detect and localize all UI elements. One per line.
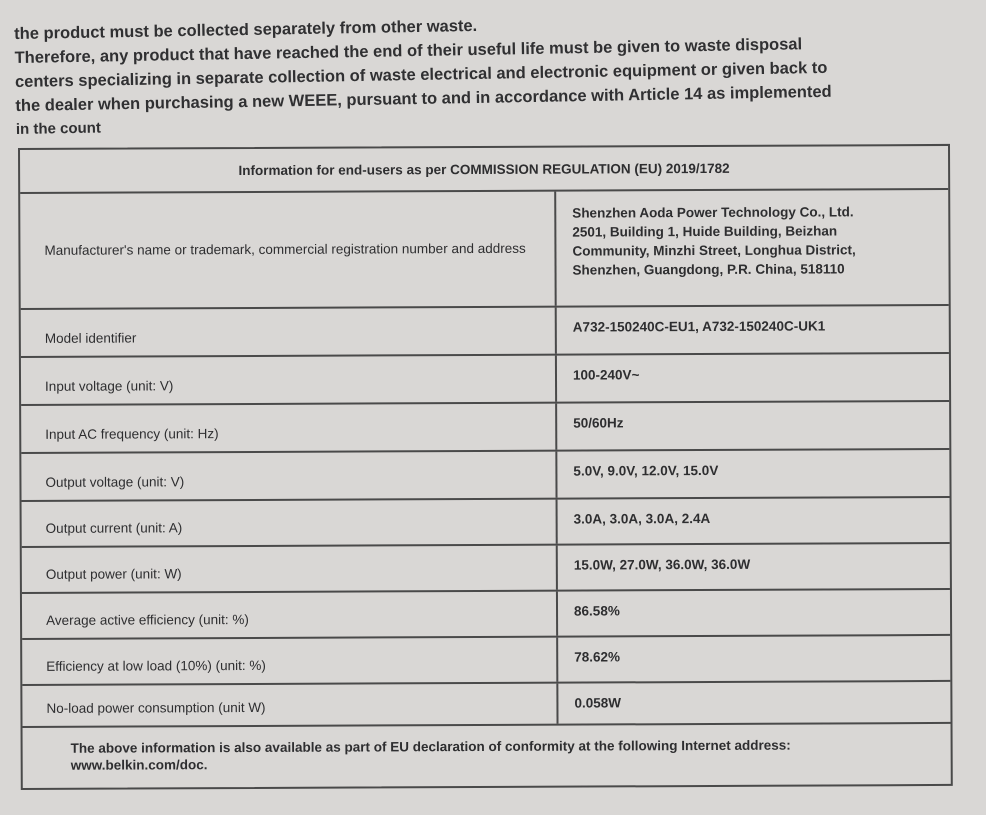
table-row	[22, 544, 950, 594]
address-line: Community, Minzhi Street, Longhua District,	[572, 242, 856, 259]
intro-line: Therefore, any product that have reached the end of their useful life must be given to waste disposal	[14, 35, 803, 67]
row-label: Manufacturer's name or trademark, commercial registration number and address	[20, 192, 556, 308]
intro-line: the dealer when purchasing a new WEEE, pursuant to and in accordance with Article 14 as implemented	[15, 82, 832, 115]
address-line: Shenzhen Aoda Power Technology Co., Ltd.	[572, 204, 854, 221]
row-value: 100-240V~	[572, 367, 640, 383]
intro-line: in the count	[15, 119, 102, 138]
table-row	[21, 402, 949, 454]
row-label: Input AC frequency (unit: Hz)	[21, 404, 557, 452]
row-label: Output power (unit: W)	[22, 546, 558, 592]
row-value: 15.0W, 27.0W, 36.0W, 36.0W	[573, 556, 751, 573]
eu-info-table	[18, 144, 953, 790]
row-value: A732-150240C-EU1, A732-150240C-UK1	[572, 318, 826, 335]
intro-paragraph	[14, 6, 946, 142]
table-row	[21, 450, 949, 502]
table-row	[22, 590, 950, 640]
table-row	[21, 354, 949, 406]
address-line: 2501, Building 1, Huide Building, Beizhan	[572, 223, 838, 240]
intro-line: centers specializing in separate collection of waste electrical and electronic equipment or given back to	[14, 58, 828, 91]
table-row	[22, 636, 950, 686]
table-row-manufacturer	[20, 190, 948, 310]
table-title: Information for end-users as per COMMISSION REGULATION (EU) 2019/1782	[20, 146, 948, 194]
row-value: 3.0A, 3.0A, 3.0A, 2.4A	[573, 510, 711, 527]
table-row	[22, 682, 950, 728]
row-label: Input voltage (unit: V)	[21, 356, 557, 404]
row-label: Average active efficiency (unit: %)	[22, 592, 558, 638]
row-value: 78.62%	[574, 649, 621, 665]
table-footer-note: The above information is also available as part of EU declaration of conformity at the following Internet address: www.belkin.com/doc.	[70, 737, 791, 773]
row-value: 50/60Hz	[573, 415, 624, 431]
table-row	[22, 498, 950, 548]
row-label: No-load power consumption (unit W)	[22, 684, 558, 726]
row-label: Output voltage (unit: V)	[21, 452, 557, 500]
row-value: 5.0V, 9.0V, 12.0V, 15.0V	[573, 462, 719, 479]
row-label: Model identifier	[21, 308, 557, 356]
address-line: Shenzhen, Guangdong, P.R. China, 518110	[572, 261, 845, 278]
intro-line: the product must be collected separately from other waste.	[14, 16, 478, 43]
row-value	[556, 190, 948, 306]
row-value: 0.058W	[574, 695, 621, 711]
table-row	[21, 306, 949, 358]
row-value: 86.58%	[573, 603, 620, 619]
row-label: Efficiency at low load (10%) (unit: %)	[22, 638, 558, 684]
row-label: Output current (unit: A)	[22, 500, 558, 546]
